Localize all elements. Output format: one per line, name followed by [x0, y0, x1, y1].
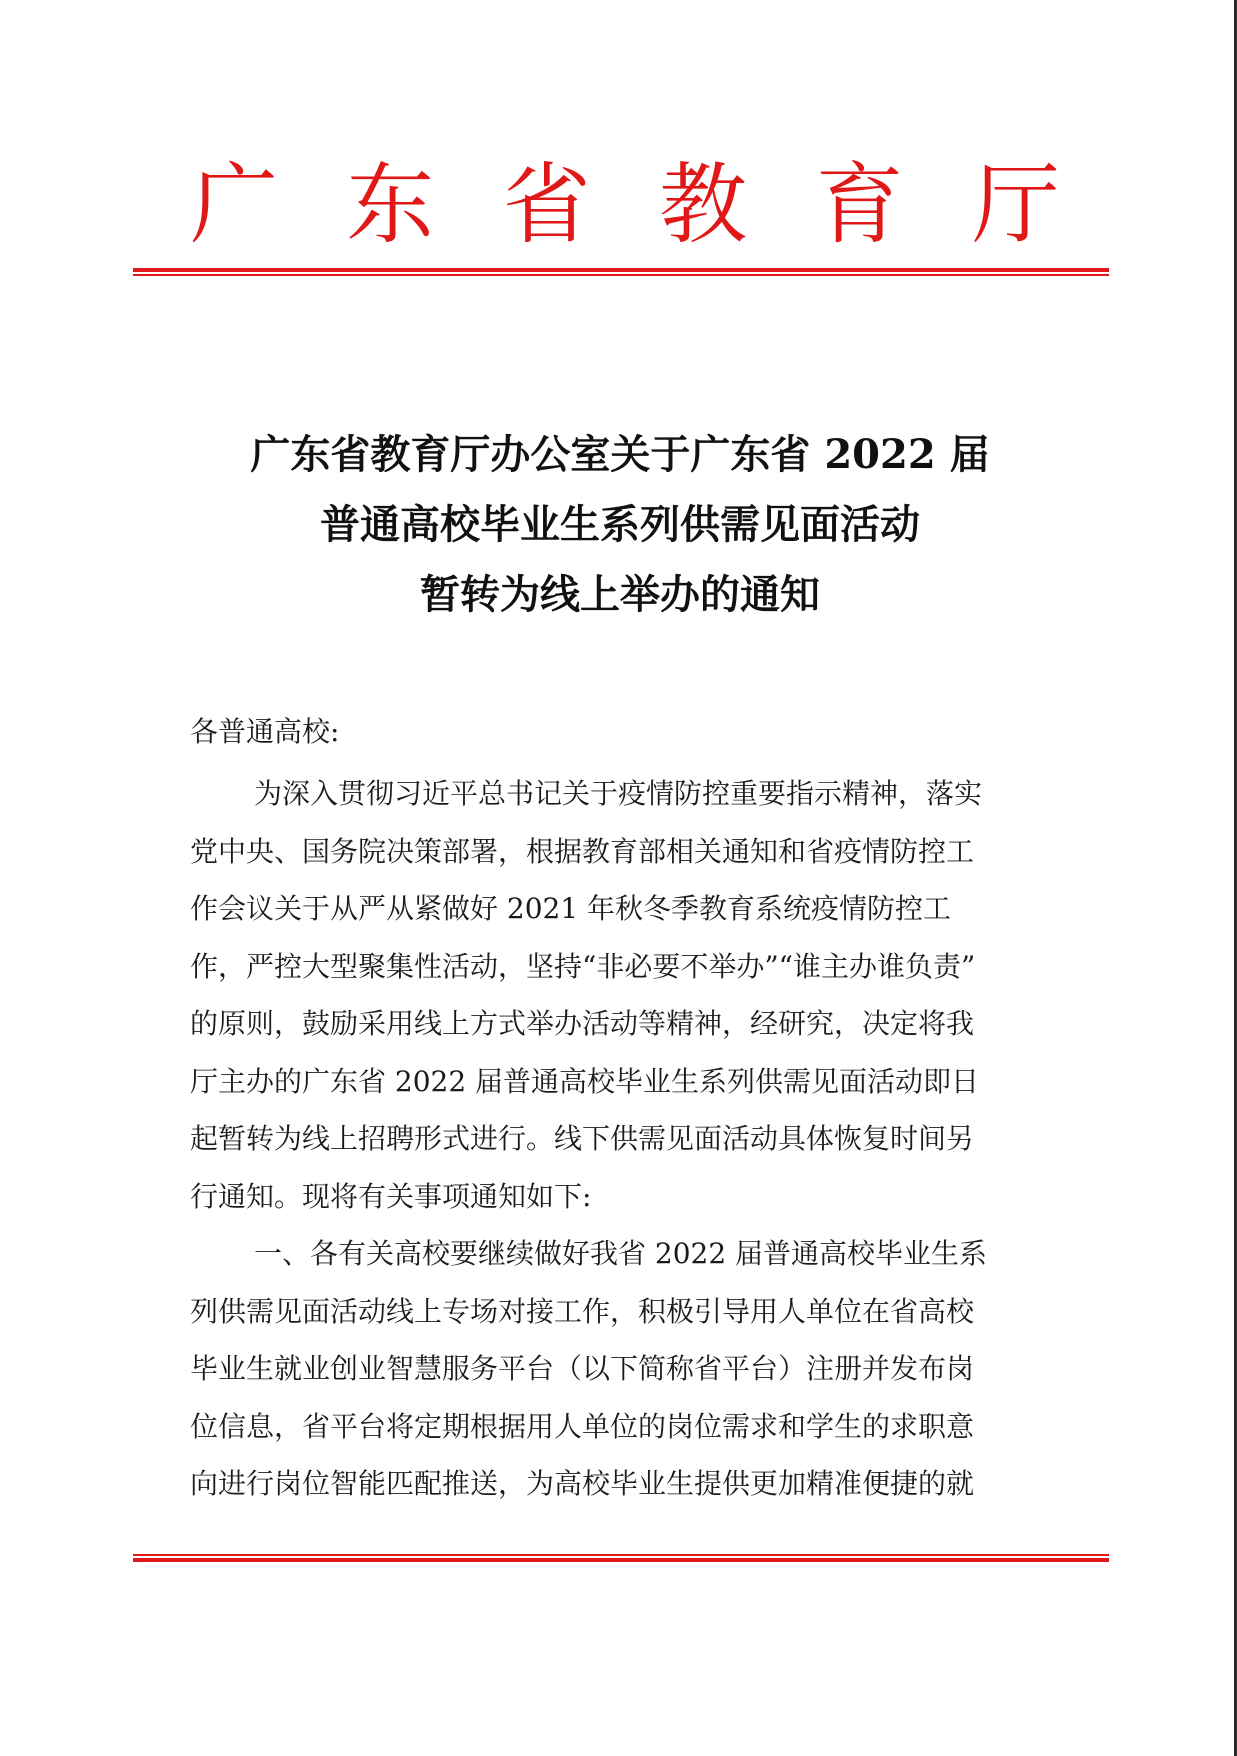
- body-line: 位信息，省平台将定期根据用人单位的岗位需求和学生的求职意: [190, 1409, 975, 1443]
- title-line: 普通高校毕业生系列供需见面活动: [320, 501, 920, 548]
- red-rule-thick: [133, 268, 1109, 272]
- salutation: 各普通高校:: [190, 715, 340, 748]
- masthead-red-rule: [133, 268, 1109, 276]
- title-line: 暂转为线上举办的通知: [420, 571, 820, 618]
- body-line: 起暂转为线上招聘形式进行。线下供需见面活动具体恢复时间另: [190, 1122, 975, 1155]
- red-rule-thin: [133, 274, 1109, 276]
- masthead-char: 广: [190, 153, 279, 256]
- body-line: 列供需见面活动线上专场对接工作，积极引导用人单位在省高校: [190, 1294, 975, 1328]
- title-line: 广东省教育厅办公室关于广东省 2022 届: [250, 431, 990, 478]
- red-rule-thin: [133, 1554, 1109, 1556]
- masthead-char: 育: [815, 153, 904, 256]
- footer-red-rule: [133, 1554, 1109, 1562]
- body-line: 行通知。现将有关事项通知如下:: [190, 1179, 592, 1213]
- masthead-char: 教: [659, 153, 748, 256]
- document-title: [150, 420, 1090, 630]
- body-line: 的原则，鼓励采用线上方式举办活动等精神，经研究，决定将我: [190, 1007, 975, 1040]
- masthead-char: 省: [502, 153, 591, 256]
- body-line: 党中央、国务院决策部署，根据教育部相关通知和省疫情防控工: [190, 834, 975, 868]
- body-line: 为深入贯彻习近平总书记关于疫情防控重要指示精神，落实: [254, 777, 983, 810]
- masthead-char: 厅: [971, 153, 1060, 256]
- masthead: [190, 150, 1060, 260]
- body-line: 向进行岗位智能匹配推送，为高校毕业生提供更加精准便捷的就: [190, 1467, 975, 1500]
- body-line: 一、各有关高校要继续做好我省 2022 届普通高校毕业生系: [254, 1237, 988, 1270]
- body-line: 作，严控大型聚集性活动，坚持“非必要不举办”“谁主办谁负责”: [190, 949, 976, 983]
- body-line: 毕业生就业创业智慧服务平台（以下简称省平台）注册并发布岗: [190, 1352, 975, 1385]
- red-rule-thick: [133, 1558, 1109, 1562]
- body-text: [190, 765, 1100, 1513]
- body-line: 作会议关于从严从紧做好 2021 年秋冬季教育系统疫情防控工: [190, 892, 952, 925]
- masthead-char: 东: [346, 153, 435, 256]
- body-line: 厅主办的广东省 2022 届普通高校毕业生系列供需见面活动即日: [190, 1064, 980, 1098]
